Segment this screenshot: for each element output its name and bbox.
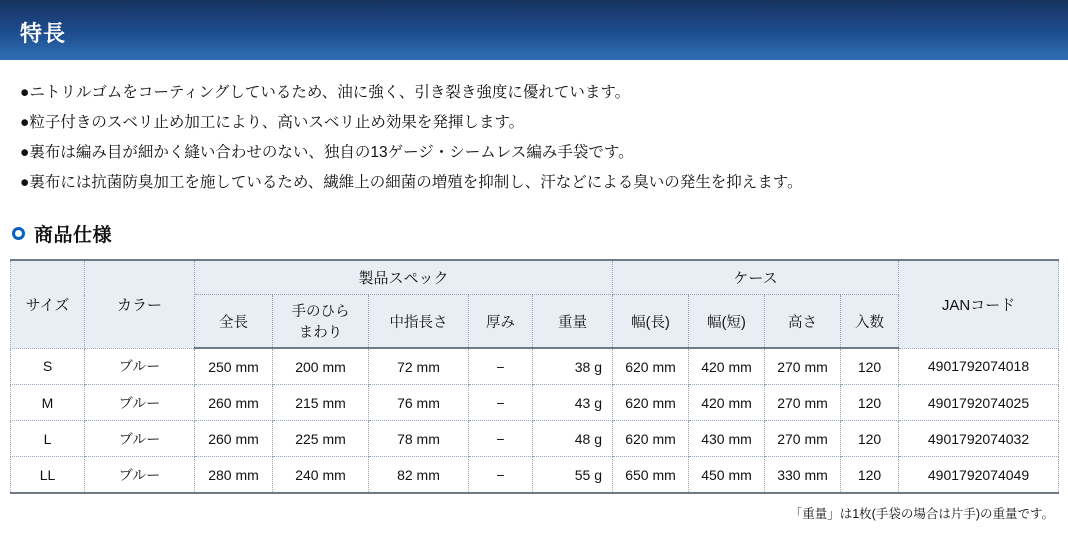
header-row-group [11,260,1059,295]
header-jan: JANコード [899,260,1059,348]
cell-total-length: 280 mm [195,457,273,494]
header-case: ケース [613,260,899,295]
feature-item: ●裏布には抗菌防臭加工を施しているため、繊維上の細菌の増殖を抑制し、汗などによる臭いの発生を抑えます。 [20,174,803,191]
cell-middle-finger: 72 mm [369,348,469,385]
table-row [11,385,1059,421]
header-quantity: 入数 [841,295,899,349]
cell-thickness: − [469,385,533,421]
header-middle-finger-length: 中指長さ [369,295,469,349]
cell-case-height: 270 mm [765,385,841,421]
cell-color: ブルー [85,385,195,421]
cell-size: LL [11,457,85,494]
spec-heading-label: 商品仕様 [34,225,113,246]
cell-weight: 55 g [533,457,613,494]
cell-quantity: 120 [841,457,899,494]
table-row [11,348,1059,385]
cell-palm: 200 mm [273,348,369,385]
cell-color: ブルー [85,457,195,494]
cell-size: S [11,348,85,385]
cell-thickness: − [469,421,533,457]
cell-jan: 4901792074032 [899,421,1059,457]
cell-middle-finger: 78 mm [369,421,469,457]
cell-case-width-long: 620 mm [613,385,689,421]
cell-case-width-long: 620 mm [613,348,689,385]
header-palm-line1: 手のひら [291,304,350,320]
header-product-spec: 製品スペック [195,260,613,295]
cell-case-height: 270 mm [765,421,841,457]
table-row [11,421,1059,457]
spec-table-wrapper [10,259,1058,494]
cell-jan: 4901792074018 [899,348,1059,385]
spec-table-body [11,348,1059,493]
cell-case-width-short: 430 mm [689,421,765,457]
cell-case-width-long: 620 mm [613,421,689,457]
cell-color: ブルー [85,348,195,385]
feature-item: ●ニトリルゴムをコーティングしているため、油に強く、引き裂き強度に優れています。 [20,84,631,101]
header-total-length: 全長 [195,295,273,349]
cell-middle-finger: 82 mm [369,457,469,494]
feature-item: ●裏布は編み目が細かく縫い合わせのない、独自の13ゲージ・シームレス編み手袋です。 [20,144,634,161]
feature-item: ●粒子付きのスベリ止め加工により、高いスベリ止め効果を発揮します。 [20,114,525,131]
cell-quantity: 120 [841,348,899,385]
cell-palm: 215 mm [273,385,369,421]
header-case-height: 高さ [765,295,841,349]
cell-palm: 225 mm [273,421,369,457]
cell-case-width-short: 420 mm [689,385,765,421]
spec-table-head [11,260,1059,348]
page-title: 特長 [20,21,67,46]
cell-color: ブルー [85,421,195,457]
cell-total-length: 260 mm [195,385,273,421]
cell-jan: 4901792074049 [899,457,1059,494]
spec-table [10,259,1059,494]
table-row [11,457,1059,494]
feature-list [0,78,1068,198]
cell-palm: 240 mm [273,457,369,494]
header-thickness: 厚み [469,295,533,349]
cell-middle-finger: 76 mm [369,385,469,421]
cell-case-height: 270 mm [765,348,841,385]
feature-banner [0,0,1068,60]
bullet-ring-icon [12,227,25,240]
header-size: サイズ [11,260,85,348]
cell-total-length: 250 mm [195,348,273,385]
cell-case-width-short: 420 mm [689,348,765,385]
cell-weight: 48 g [533,421,613,457]
cell-quantity: 120 [841,421,899,457]
cell-jan: 4901792074025 [899,385,1059,421]
spec-section-heading [12,220,1068,247]
header-palm-line2: まわり [298,325,343,341]
header-case-width-short: 幅(短) [689,295,765,349]
header-palm-circumference [273,295,369,349]
cell-weight: 38 g [533,348,613,385]
cell-weight: 43 g [533,385,613,421]
table-footnote: 「重量」は1枚(手袋の場合は片手)の重量です。 [789,507,1054,521]
header-color: カラー [85,260,195,348]
cell-case-width-short: 450 mm [689,457,765,494]
header-weight: 重量 [533,295,613,349]
cell-size: L [11,421,85,457]
cell-case-width-long: 650 mm [613,457,689,494]
cell-thickness: − [469,457,533,494]
cell-case-height: 330 mm [765,457,841,494]
cell-total-length: 260 mm [195,421,273,457]
header-case-width-long: 幅(長) [613,295,689,349]
cell-size: M [11,385,85,421]
cell-thickness: − [469,348,533,385]
cell-quantity: 120 [841,385,899,421]
